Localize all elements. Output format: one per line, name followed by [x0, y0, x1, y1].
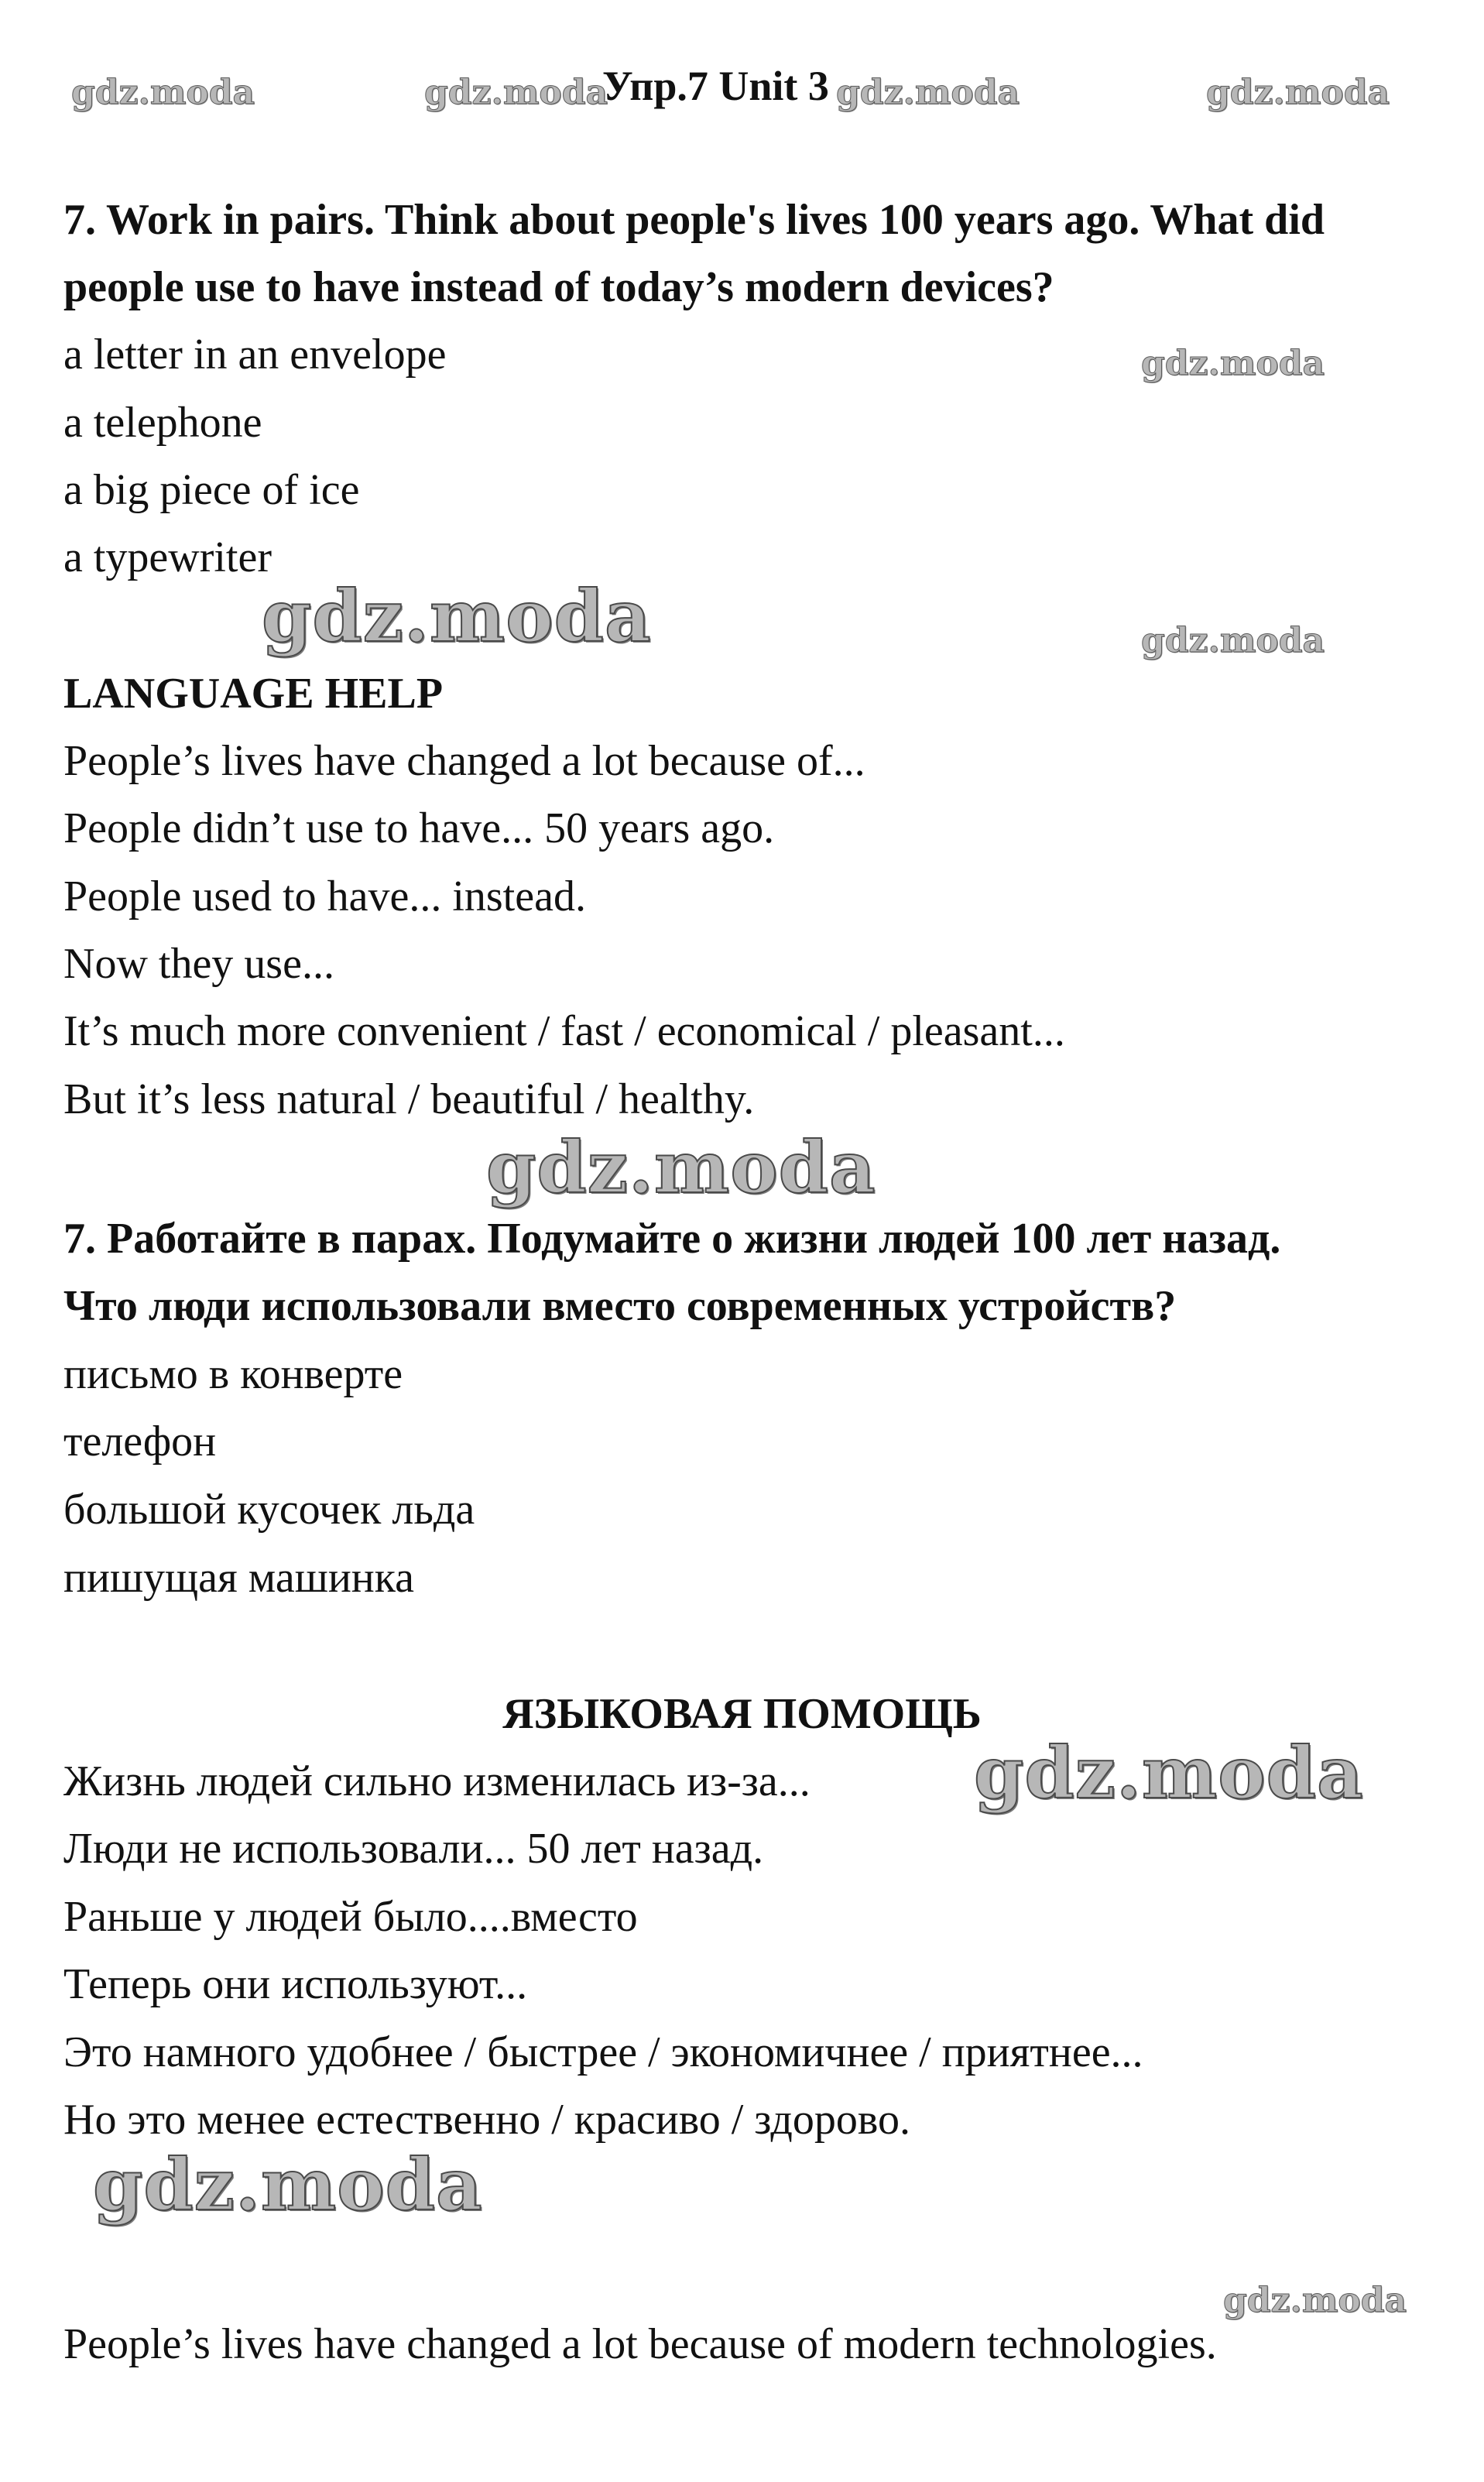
help-line: Люди не использовали... 50 лет назад.: [63, 1825, 764, 1873]
watermark-logo: gdz.moda: [71, 73, 255, 112]
watermark-logo: gdz.moda: [93, 2143, 483, 2227]
help-line: Но это менее естественно / красиво / здорово.: [63, 2096, 910, 2144]
list-item: a typewriter: [63, 533, 272, 581]
list-item: письмо в конверте: [63, 1350, 403, 1398]
watermark-logo: gdz.moda: [1141, 621, 1325, 660]
watermark-logo: gdz.moda: [424, 73, 608, 112]
page-title: Упр.7 Unit 3: [602, 63, 829, 109]
help-line: Раньше у людей было....вместо: [63, 1893, 638, 1941]
task-heading-en-line1: 7. Work in pairs. Think about people's lives 100 years ago. What did: [63, 196, 1325, 244]
watermark-logo: gdz.moda: [1206, 73, 1390, 112]
language-help-heading-en: LANGUAGE HELP: [63, 670, 444, 718]
watermark-logo: gdz.moda: [1141, 344, 1325, 383]
help-line: People didn’t use to have... 50 years ago.: [63, 804, 775, 852]
help-line: But it’s less natural / beautiful / healthy.: [63, 1075, 755, 1123]
language-help-heading-ru: ЯЗЫКОВАЯ ПОМОЩЬ: [502, 1690, 982, 1738]
list-item: a letter in an envelope: [63, 331, 447, 379]
task-heading-ru-line2: Что люди использовали вместо современных устройств?: [63, 1282, 1177, 1330]
help-line: Жизнь людей сильно изменилась из-за...: [63, 1757, 811, 1805]
help-line: Теперь они используют...: [63, 1960, 528, 2008]
list-item: a telephone: [63, 399, 262, 447]
task-heading-ru-line1: 7. Работайте в парах. Подумайте о жизни людей 100 лет назад.: [63, 1215, 1281, 1263]
help-line: People used to have... instead.: [63, 872, 586, 920]
list-item: большой кусочек льда: [63, 1486, 475, 1534]
watermark-logo: gdz.moda: [836, 73, 1020, 112]
list-item: пишущая машинка: [63, 1554, 414, 1602]
help-line: Это намного удобнее / быстрее / экономичнее / приятнее...: [63, 2028, 1143, 2076]
task-heading-en-line2: people use to have instead of today’s modern devices?: [63, 263, 1054, 311]
answer-line: People’s lives have changed a lot because of modern technologies.: [63, 2320, 1217, 2368]
watermark-logo: gdz.moda: [974, 1731, 1364, 1815]
watermark-logo: gdz.moda: [486, 1126, 876, 1209]
list-item: a big piece of ice: [63, 466, 360, 514]
list-item: телефон: [63, 1418, 217, 1466]
help-line: People’s lives have changed a lot because of...: [63, 737, 865, 785]
watermark-logo: gdz.moda: [1223, 2281, 1407, 2320]
help-line: It’s much more convenient / fast / economical / pleasant...: [63, 1007, 1065, 1055]
watermark-logo: gdz.moda: [262, 574, 652, 658]
help-line: Now they use...: [63, 940, 334, 988]
